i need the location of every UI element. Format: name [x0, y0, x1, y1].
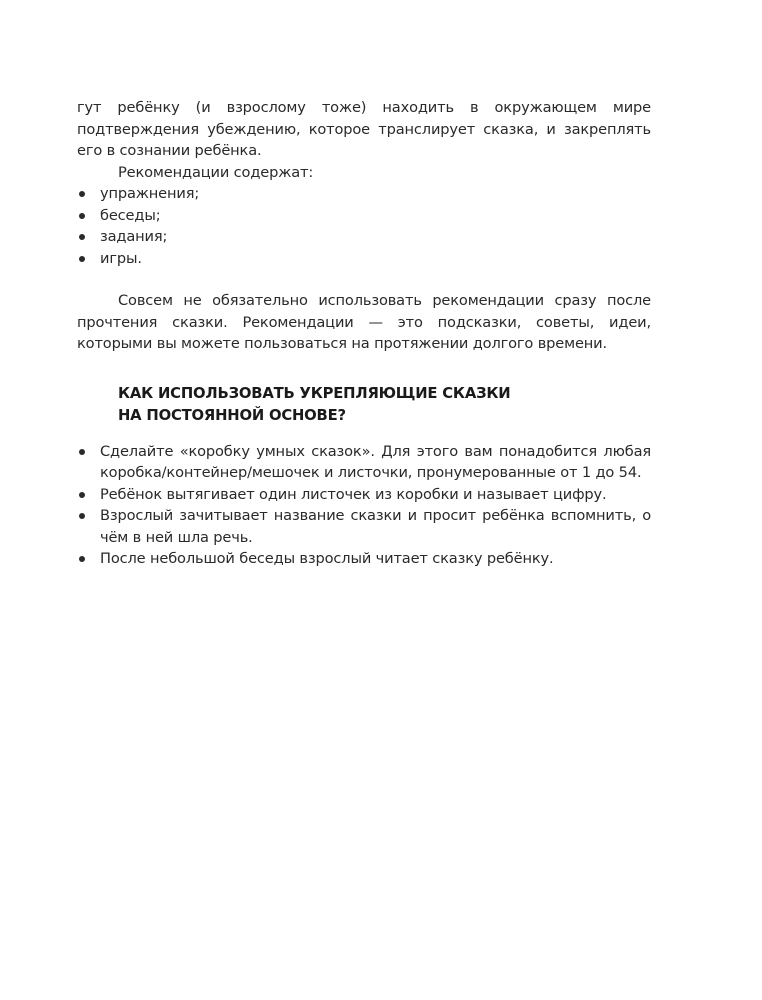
- list-item-text: упражнения;: [100, 185, 200, 202]
- list-item: [77, 505, 651, 548]
- steps-list: [77, 441, 651, 570]
- list-item: [77, 441, 651, 484]
- list-item: [77, 183, 651, 205]
- intro-paragraph: гут ребёнку (и взрослому тоже) находить в окружающем мире подтверждения убеждению, которое транслирует сказка, и закреплять его в сознании ребёнка.: [77, 99, 651, 159]
- bullet-icon: [79, 234, 85, 240]
- list-item-text: Сделайте «коробку умных сказок». Для этого вам понадобится любая коробка/контейнер/мешочек и листочки, пронумерованные от 1 до 54.: [100, 442, 651, 481]
- recommendations-list: [77, 183, 651, 269]
- bullet-icon: [79, 213, 85, 219]
- list-item-text: беседы;: [100, 206, 161, 224]
- section-heading-line-2: НА ПОСТОЯННОЙ ОСНОВЕ?: [118, 406, 346, 424]
- bullet-icon: [79, 492, 85, 498]
- bullet-icon: [79, 449, 85, 455]
- section-heading-line-1: КАК ИСПОЛЬЗОВАТЬ УКРЕПЛЯЮЩИЕ СКАЗКИ: [118, 384, 511, 402]
- list-item: [77, 248, 651, 270]
- list-item: [77, 548, 651, 570]
- note-paragraph: Совсем не обязательно использовать рекомендации сразу после прочтения сказки. Рекомендации — это подсказки, советы, идеи, которыми вы можете пользоваться на протяжении долгого времени.: [77, 292, 651, 352]
- bullet-icon: [79, 556, 85, 562]
- bullet-icon: [79, 191, 85, 197]
- list-item: [77, 205, 651, 227]
- list-item-text: Взрослый зачитывает название сказки и просит ребёнка вспомнить, о чём в ней шла речь.: [100, 507, 651, 546]
- book-page: [77, 97, 651, 570]
- bullet-icon: [79, 256, 85, 262]
- section-heading: [77, 383, 651, 427]
- list-item-text: Ребёнок вытягивает один листочек из коробки и называет цифру.: [100, 485, 607, 503]
- list-item: [77, 484, 651, 506]
- spacer: [77, 355, 651, 383]
- list-item-text: игры.: [100, 249, 142, 267]
- recommendations-intro: Рекомендации содержат:: [118, 163, 314, 181]
- spacer: [77, 269, 651, 290]
- list-item: [77, 226, 651, 248]
- list-item-text: После небольшой беседы взрослый читает сказку ребёнку.: [100, 550, 554, 567]
- list-item-text: задания;: [100, 228, 168, 245]
- spacer: [77, 427, 651, 441]
- bullet-icon: [79, 513, 85, 519]
